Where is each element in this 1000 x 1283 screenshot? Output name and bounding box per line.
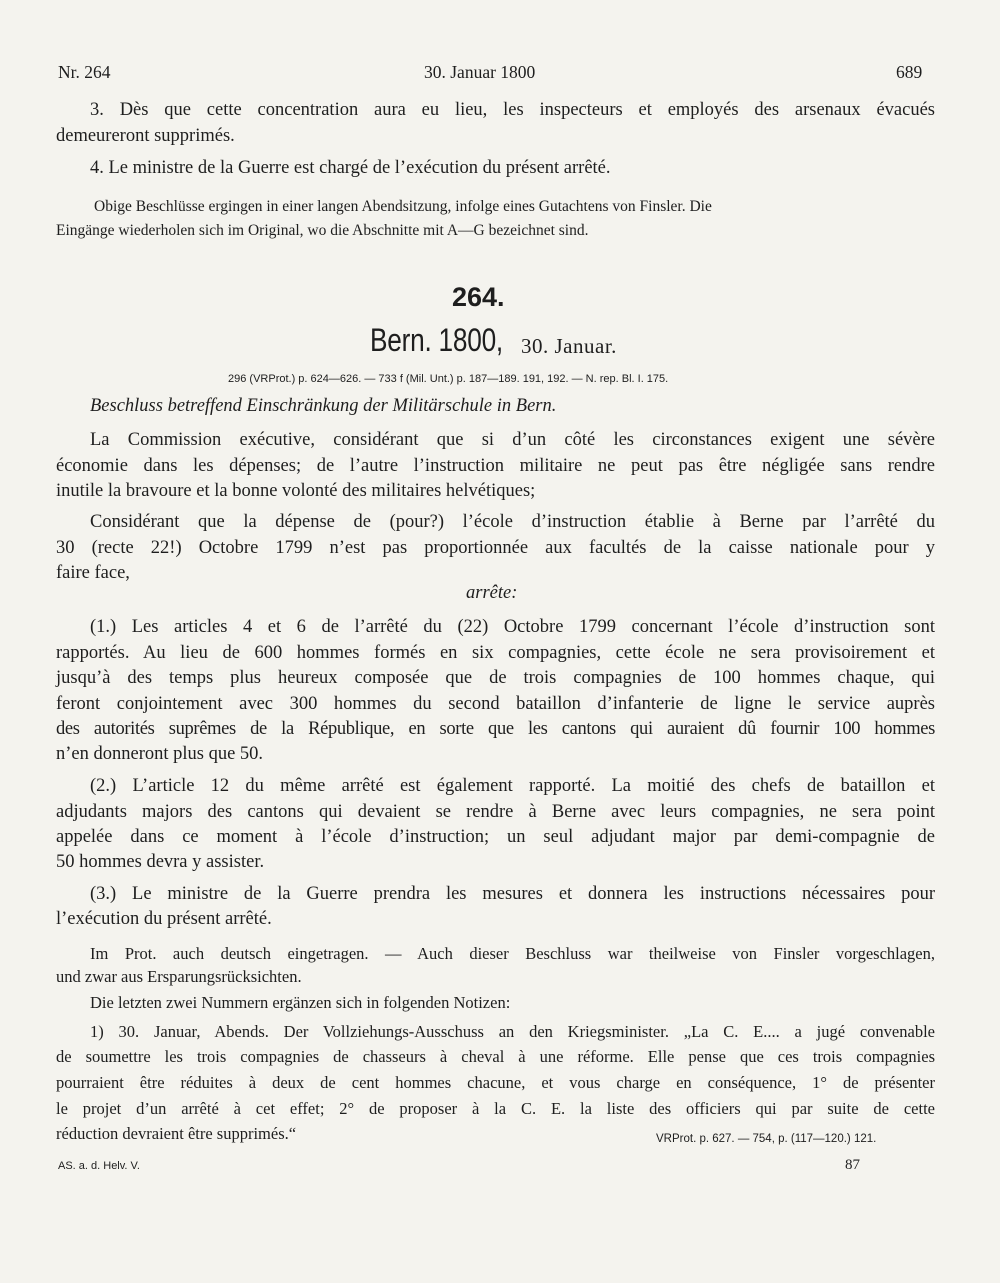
text-line: 30 (recte 22!) Octobre 1799 n’est pas proportionnée aux facultés de la caisse nationale pour y xyxy=(56,538,935,558)
text-line: jusqu’à des temps plus heureux composée que de trois compagnies de 100 hommes chaque, qui xyxy=(56,668,935,688)
arrete-line: arrête: xyxy=(466,583,518,603)
remark-line: Die letzten zwei Nummern ergänzen sich in folgenden Notizen: xyxy=(90,993,511,1012)
entry-place-year: Bern. 1800, xyxy=(370,322,503,358)
text-line: (3.) Le ministre de la Guerre prendra les mesures et donnera les instructions nécessaires pour xyxy=(90,884,935,904)
text-line: 3. Dès que cette concentration aura eu lieu, les inspecteurs et employés des arsenaux évacués xyxy=(90,100,935,120)
entry-date: 30. Januar. xyxy=(521,334,617,358)
header-page-number: 689 xyxy=(896,62,923,82)
entry-title: Beschluss betreffend Einschränkung der Militärschule in Bern. xyxy=(90,396,557,416)
text-line: La Commission exécutive, considérant que si d’un côté les circonstances exigent une sévère xyxy=(90,430,935,450)
text-line: adjudants majors des cantons qui devaient se rendre à Berne avec leurs compagnies, ne sera point xyxy=(56,802,935,822)
text-line: économie dans les dépenses; de l’autre l’instruction militaire ne peut pas être négligée sans rendre xyxy=(56,456,935,476)
footer-signature: AS. a. d. Helv. V. xyxy=(58,1160,140,1172)
note-line: Eingänge wiederholen sich im Original, wo die Abschnitte mit A—G bezeichnet sind. xyxy=(56,222,589,239)
text-line: l’exécution du présent arrêté. xyxy=(56,909,272,929)
remark-source: VRProt. p. 627. — 754, p. (117—120.) 121. xyxy=(656,1133,877,1145)
remark-line: de soumettre les trois compagnies de chasseurs à cheval à une réforme. Elle pense que ces trois compagnies xyxy=(56,1047,935,1066)
header-entry-number: Nr. 264 xyxy=(58,62,111,82)
remark-line: réduction devraient être supprimés.“ xyxy=(56,1124,297,1143)
text-line: feront conjointement avec 300 hommes du second bataillon d’infanterie de ligne le service auprès xyxy=(56,694,935,714)
text-line: rapportés. Au lieu de 600 hommes formés en six compagnies, cette école ne sera provisoirement et xyxy=(56,643,935,663)
text-line: des autorités suprêmes de la République, en sorte que les cantons qui auraient dû fournir 100 hommes xyxy=(56,719,935,739)
entry-sources: 296 (VRProt.) p. 624—626. — 733 f (Mil. Unt.) p. 187—189. 191, 192. — N. rep. Bl. I. 175. xyxy=(228,373,669,385)
text-line: (2.) L’article 12 du même arrêté est également rapporté. La moitié des chefs de bataillon et xyxy=(90,776,935,796)
note-line: Obige Beschlüsse ergingen in einer langen Abendsitzung, infolge eines Gutachtens von Finsler. Die xyxy=(94,198,712,215)
text-line: 4. Le ministre de la Guerre est chargé de l’exécution du présent arrêté. xyxy=(90,158,611,178)
remark-line: 1) 30. Januar, Abends. Der Vollziehungs-Ausschuss an den Kriegsminister. „La C. E.... a jugé convenable xyxy=(90,1022,935,1041)
header-date: 30. Januar 1800 xyxy=(424,62,536,82)
text-line: inutile la bravoure et la bonne volonté des militaires helvétiques; xyxy=(56,481,536,501)
entry-number: 264. xyxy=(452,282,505,312)
remark-line: le projet d’un arrêté à cet effet; 2° de proposer à la C. E. la liste des officiers qui par suite de cette xyxy=(56,1099,935,1118)
text-line: appelée dans ce moment à l’école d’instruction; un seul adjudant major par demi-compagnie de xyxy=(56,827,935,847)
text-line: n’en donneront plus que 50. xyxy=(56,744,264,764)
text-line: demeureront supprimés. xyxy=(56,126,235,146)
footer-sheet-number: 87 xyxy=(845,1157,860,1173)
text-line: faire face, xyxy=(56,563,130,583)
remark-line: und zwar aus Ersparungsrücksichten. xyxy=(56,967,302,986)
text-line: (1.) Les articles 4 et 6 de l’arrêté du (22) Octobre 1799 concernant l’école d’instruction sont xyxy=(90,617,935,637)
remark-line: pourraient être réduites à deux de cent hommes chacune, et vous charge en conséquence, 1° de présenter xyxy=(56,1073,935,1092)
text-line: Considérant que la dépense de (pour?) l’école d’instruction établie à Berne par l’arrêté du xyxy=(90,512,935,532)
remark-line: Im Prot. auch deutsch eingetragen. — Auch dieser Beschluss war theilweise von Finsler vorgeschlagen, xyxy=(90,944,935,963)
text-line: 50 hommes devra y assister. xyxy=(56,852,265,872)
